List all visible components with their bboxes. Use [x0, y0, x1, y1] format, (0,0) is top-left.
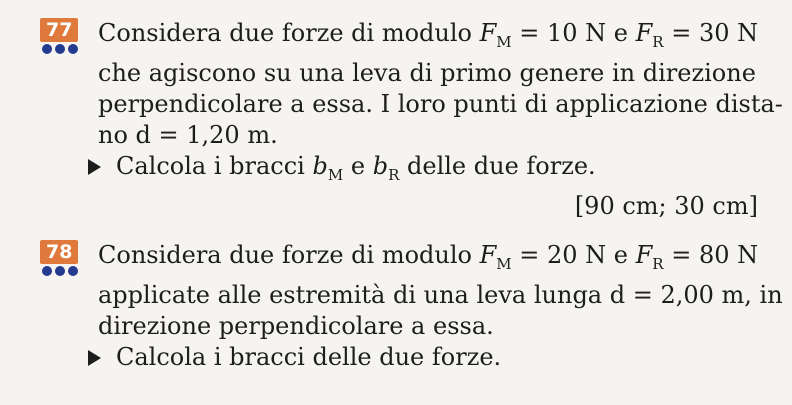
- problem-header: [40, 240, 82, 276]
- problem-text-line: perpendicolare a essa. I loro punti di applicazione dista-: [98, 89, 783, 118]
- problem-text-line: Considera due forze di modulo $F_M = 20$ N e $F_R = 80$ N: [98, 241, 759, 273]
- problem-text-line: Considera due forze di modulo $F_M = 10$ N e $F_R = 30$ N: [98, 19, 759, 51]
- problem-number-badge: 77: [40, 18, 78, 42]
- difficulty-dots-icon: [40, 44, 82, 54]
- problem-number-badge: 78: [40, 240, 78, 264]
- problem-text-line: no d = 1,20 m.: [98, 120, 278, 149]
- problem-text-line: che agiscono su una leva di primo genere in direzione: [98, 58, 756, 87]
- task-line: [40, 151, 770, 191]
- problem-text-line: applicate alle estremità di una leva lunga d = 2,00 m, in: [98, 280, 783, 309]
- task-text: Calcola i bracci $b_M$ e $b_R$ delle due forze.: [116, 151, 596, 184]
- problem-77: [40, 18, 783, 222]
- triangle-bullet-icon: [88, 159, 101, 175]
- triangle-bullet-icon: [88, 350, 101, 366]
- problem-header: [40, 18, 82, 54]
- task-text: Calcola i bracci delle due forze.: [116, 342, 502, 371]
- problem-text-line: direzione perpendicolare a essa.: [98, 311, 494, 340]
- answer-text: [90 cm; 30 cm]: [574, 191, 758, 220]
- problem-78: [40, 240, 783, 373]
- task-line: [40, 342, 770, 373]
- difficulty-dots-icon: [40, 266, 82, 276]
